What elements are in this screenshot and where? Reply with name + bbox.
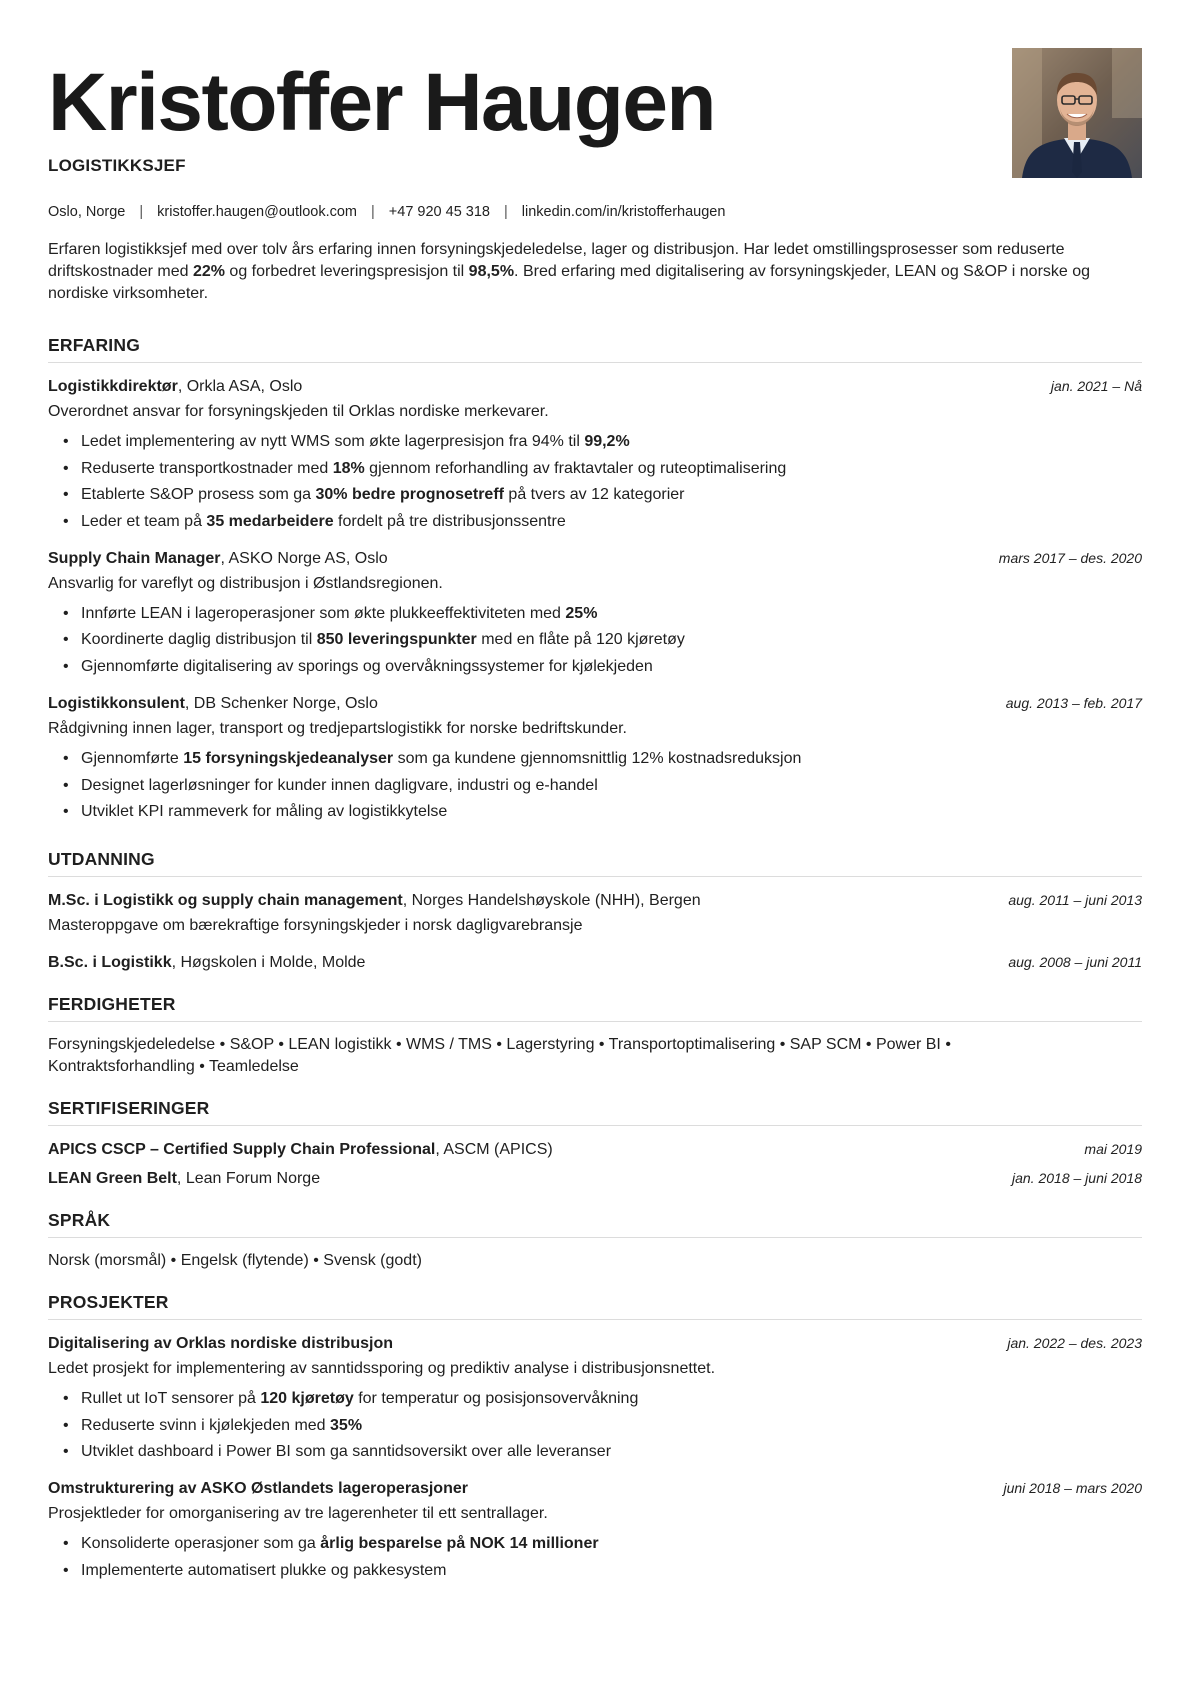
bullet-item bbox=[48, 748, 1142, 770]
certification-issuer: , Lean Forum Norge bbox=[176, 1170, 321, 1188]
certification-name: APICS CSCP – Certified Supply Chain Professional bbox=[48, 1141, 436, 1159]
job-role: Logistikkdirektør bbox=[48, 378, 178, 395]
bullet-item bbox=[48, 458, 1142, 480]
job-header bbox=[48, 375, 1142, 398]
certification-line bbox=[48, 1168, 320, 1190]
bullet-text: Reduserte transportkostnader med bbox=[81, 459, 333, 477]
project-date: jan. 2022 – des. 2023 bbox=[1007, 1335, 1142, 1352]
contact-bar bbox=[48, 204, 1142, 220]
job-role: Supply Chain Manager bbox=[48, 549, 221, 567]
section-title-languages: SPRÅK bbox=[48, 1210, 1142, 1238]
education-entry bbox=[48, 889, 1142, 937]
education-degree-line bbox=[48, 890, 701, 912]
bullet-text: Konsoliderte operasjoner som ga bbox=[81, 1535, 321, 1553]
bullet-item bbox=[48, 603, 1142, 625]
skills-line: Kontraktsforhandling • Teamledelse bbox=[48, 1058, 299, 1076]
bullet-highlight: årlig besparelse på NOK 14 millioner bbox=[320, 1535, 599, 1553]
bullet-item bbox=[48, 656, 1142, 678]
bullet-item bbox=[48, 1533, 1142, 1555]
project-name: Digitalisering av Orklas nordiske distribusjon bbox=[48, 1335, 393, 1353]
bullet-highlight: 15 forsyningskjedeanalyser bbox=[183, 749, 394, 767]
bullet-list bbox=[48, 1388, 1142, 1463]
job-organization: , ASKO Norge AS, Oslo bbox=[220, 549, 388, 567]
bullet-highlight: 35% bbox=[330, 1416, 363, 1434]
project-description: Ledet prosjekt for implementering av sanntidssporing og prediktiv analyse i distribusjonsnettet. bbox=[48, 1360, 716, 1378]
job-role: Logistikkonsulent bbox=[48, 694, 185, 712]
profile-photo-icon bbox=[1012, 48, 1142, 178]
education-degree: B.Sc. i Logistikk bbox=[48, 954, 172, 972]
certification-issuer: , ASCM (APICS) bbox=[435, 1141, 553, 1159]
bullet-text: Rullet ut IoT sensorer på bbox=[81, 1390, 261, 1408]
project-description: Prosjektleder for omorganisering av tre lagerenheter til ett sentrallager. bbox=[48, 1505, 548, 1523]
bullet-text: Reduserte svinn i kjølekjeden med bbox=[81, 1416, 331, 1434]
bullet-text: som ga kundene gjennomsnittlig 12% kostnadsreduksjon bbox=[393, 749, 802, 767]
section-title-experience: ERFARING bbox=[48, 335, 1142, 363]
bullet-item bbox=[48, 1441, 1142, 1463]
bullet-text: for temperatur og posisjonsovervåkning bbox=[353, 1390, 639, 1408]
education-school: , Norges Handelshøyskole (NHH), Bergen bbox=[402, 892, 701, 910]
bullet-text: med en flåte på 120 kjøretøy bbox=[476, 631, 685, 649]
languages-list: Norsk (morsmål) • Engelsk (flytende) • Svensk (godt) bbox=[48, 1252, 422, 1270]
projects-list bbox=[48, 1332, 1142, 1582]
bullet-text: Leder et team på bbox=[81, 512, 207, 530]
bullet-list bbox=[48, 1533, 1142, 1582]
experience-list bbox=[48, 375, 1142, 823]
certifications-list bbox=[48, 1138, 1142, 1190]
job-organization: , Orkla ASA, Oslo bbox=[177, 378, 303, 395]
bullet-item bbox=[48, 801, 1142, 823]
bullet-text: Utviklet dashboard i Power BI som ga sanntidsoversikt over alle leveranser bbox=[81, 1443, 612, 1461]
contact-separator: | bbox=[139, 204, 144, 220]
job-date: mars 2017 – des. 2020 bbox=[998, 549, 1142, 566]
bullet-highlight: 35 medarbeidere bbox=[206, 512, 334, 530]
bullet-item bbox=[48, 1415, 1142, 1437]
bullet-item bbox=[48, 431, 1142, 453]
project-name-line bbox=[48, 1478, 468, 1500]
job-role-line bbox=[48, 548, 388, 570]
job-description: Overordnet ansvar for forsyningskjeden til Orklas nordiske merkevarer. bbox=[48, 403, 549, 420]
job-header bbox=[48, 692, 1142, 715]
bullet-highlight: 850 leveringspunkter bbox=[316, 631, 477, 649]
project-name-line bbox=[48, 1333, 393, 1355]
education-list bbox=[48, 889, 1142, 974]
project-entry bbox=[48, 1477, 1142, 1582]
contact-phone[interactable]: +47 920 45 318 bbox=[388, 204, 490, 220]
summary-text: Erfaren logistikksjef med over tolv års erfaring innen forsyningskjedeledelse, lager og distribusjon. Har ledet omstillingsprosesser som reduserte driftskostnader med bbox=[48, 241, 1065, 280]
contact-linkedin[interactable]: linkedin.com/in/kristofferhaugen bbox=[521, 204, 726, 220]
education-header bbox=[48, 951, 1142, 974]
certification-date: jan. 2018 – juni 2018 bbox=[1012, 1170, 1142, 1187]
education-entry bbox=[48, 951, 1142, 974]
job-entry bbox=[48, 375, 1142, 533]
bullet-item bbox=[48, 1388, 1142, 1410]
bullet-highlight: 99,2% bbox=[584, 433, 630, 450]
bullet-list bbox=[48, 748, 1142, 823]
bullet-text: på tvers av 12 kategorier bbox=[503, 486, 685, 504]
bullet-text: gjennom reforhandling av fraktavtaler og ruteoptimalisering bbox=[364, 459, 787, 477]
education-degree: M.Sc. i Logistikk og supply chain management bbox=[48, 892, 403, 910]
bullet-list bbox=[48, 431, 1142, 533]
project-header bbox=[48, 1332, 1142, 1355]
bullet-item bbox=[48, 775, 1142, 797]
contact-separator: | bbox=[503, 204, 508, 220]
summary-text: og forbedret leveringspresisjon til bbox=[224, 263, 469, 280]
bullet-text: Gjennomførte bbox=[81, 749, 184, 767]
section-title-education: UTDANNING bbox=[48, 849, 1142, 877]
skills-line: Forsyningskjedeledelse • S&OP • LEAN logistikk • WMS / TMS • Lagerstyring • Transportoptimalisering • SAP SCM • Power BI • bbox=[48, 1036, 951, 1054]
section-title-certifications: SERTIFISERINGER bbox=[48, 1098, 1142, 1126]
profile-summary bbox=[48, 239, 1142, 305]
bullet-item bbox=[48, 629, 1142, 651]
profile-photo bbox=[1012, 48, 1142, 178]
bullet-text: Utviklet KPI rammeverk for måling av logistikkytelse bbox=[81, 803, 448, 821]
summary-highlight: 22% bbox=[192, 263, 225, 280]
bullet-highlight: 120 kjøretøy bbox=[260, 1390, 354, 1408]
bullet-item bbox=[48, 1560, 1142, 1582]
bullet-text: Gjennomførte digitalisering av sporings og overvåkningssystemer for kjølekjeden bbox=[81, 657, 653, 675]
project-name: Omstrukturering av ASKO Østlandets lageroperasjoner bbox=[48, 1480, 468, 1498]
certification-line bbox=[48, 1139, 553, 1161]
bullet-highlight: 18% bbox=[332, 459, 365, 477]
section-title-skills: FERDIGHETER bbox=[48, 994, 1142, 1022]
job-entry bbox=[48, 547, 1142, 678]
bullet-text: Innførte LEAN i lageroperasjoner som økte plukkeeffektiviteten med bbox=[81, 604, 566, 622]
contact-separator: | bbox=[371, 204, 375, 220]
job-role-line bbox=[48, 376, 302, 398]
job-header bbox=[48, 547, 1142, 570]
certification-entry bbox=[48, 1167, 1142, 1190]
bullet-item bbox=[48, 511, 1142, 533]
bullet-text: Ledet implementering av nytt WMS som økte lagerpresisjon fra 94% til bbox=[81, 433, 585, 450]
job-description: Ansvarlig for vareflyt og distribusjon i Østlandsregionen. bbox=[48, 574, 443, 592]
job-date: jan. 2021 – Nå bbox=[1050, 378, 1142, 394]
job-title: LOGISTIKKSJEF bbox=[48, 156, 186, 175]
bullet-text: Koordinerte daglig distribusjon til bbox=[81, 631, 317, 649]
education-date: aug. 2011 – juni 2013 bbox=[1008, 892, 1142, 909]
bullet-item bbox=[48, 484, 1142, 506]
job-organization: , DB Schenker Norge, Oslo bbox=[184, 694, 378, 712]
bullet-text: Designet lagerløsninger for kunder innen dagligvare, industri og e-handel bbox=[81, 776, 598, 794]
job-role-line bbox=[48, 693, 378, 715]
project-entry bbox=[48, 1332, 1142, 1463]
bullet-highlight: 30% bedre prognosetreff bbox=[315, 486, 504, 504]
bullet-list bbox=[48, 603, 1142, 678]
education-degree-line bbox=[48, 952, 365, 974]
bullet-text: fordelt på tre distribusjonssentre bbox=[333, 512, 566, 530]
certification-entry bbox=[48, 1138, 1142, 1161]
contact-email[interactable]: kristoffer.haugen@outlook.com bbox=[157, 204, 357, 220]
job-description: Rådgivning innen lager, transport og tredjepartslogistikk for norske bedriftskunder. bbox=[48, 719, 627, 737]
skills-list bbox=[48, 1034, 1142, 1078]
project-header bbox=[48, 1477, 1142, 1500]
job-date: aug. 2013 – feb. 2017 bbox=[1005, 694, 1142, 711]
education-school: , Høgskolen i Molde, Molde bbox=[171, 954, 366, 972]
certification-name: LEAN Green Belt bbox=[48, 1170, 177, 1188]
certification-date: mai 2019 bbox=[1084, 1141, 1142, 1158]
bullet-text: Etablerte S&OP prosess som ga bbox=[81, 486, 316, 504]
job-entry bbox=[48, 692, 1142, 823]
education-description: Masteroppgave om bærekraftige forsyningskjeder i norsk dagligvarebransje bbox=[48, 917, 583, 935]
candidate-name: Kristoffer Haugen bbox=[48, 57, 716, 148]
project-date: juni 2018 – mars 2020 bbox=[1003, 1480, 1142, 1497]
education-header bbox=[48, 889, 1142, 912]
bullet-text: Implementerte automatisert plukke og pakkesystem bbox=[81, 1561, 447, 1579]
education-date: aug. 2008 – juni 2011 bbox=[1008, 954, 1142, 971]
contact-location: Oslo, Norge bbox=[48, 204, 126, 220]
bullet-highlight: 25% bbox=[565, 604, 598, 622]
section-title-projects: PROSJEKTER bbox=[48, 1292, 1142, 1320]
summary-text: . Bred erfaring med digitalisering av forsyningskjeder, LEAN og S&OP i norske og nordiske virksomheter. bbox=[48, 263, 1091, 302]
summary-highlight: 98,5% bbox=[468, 263, 515, 280]
